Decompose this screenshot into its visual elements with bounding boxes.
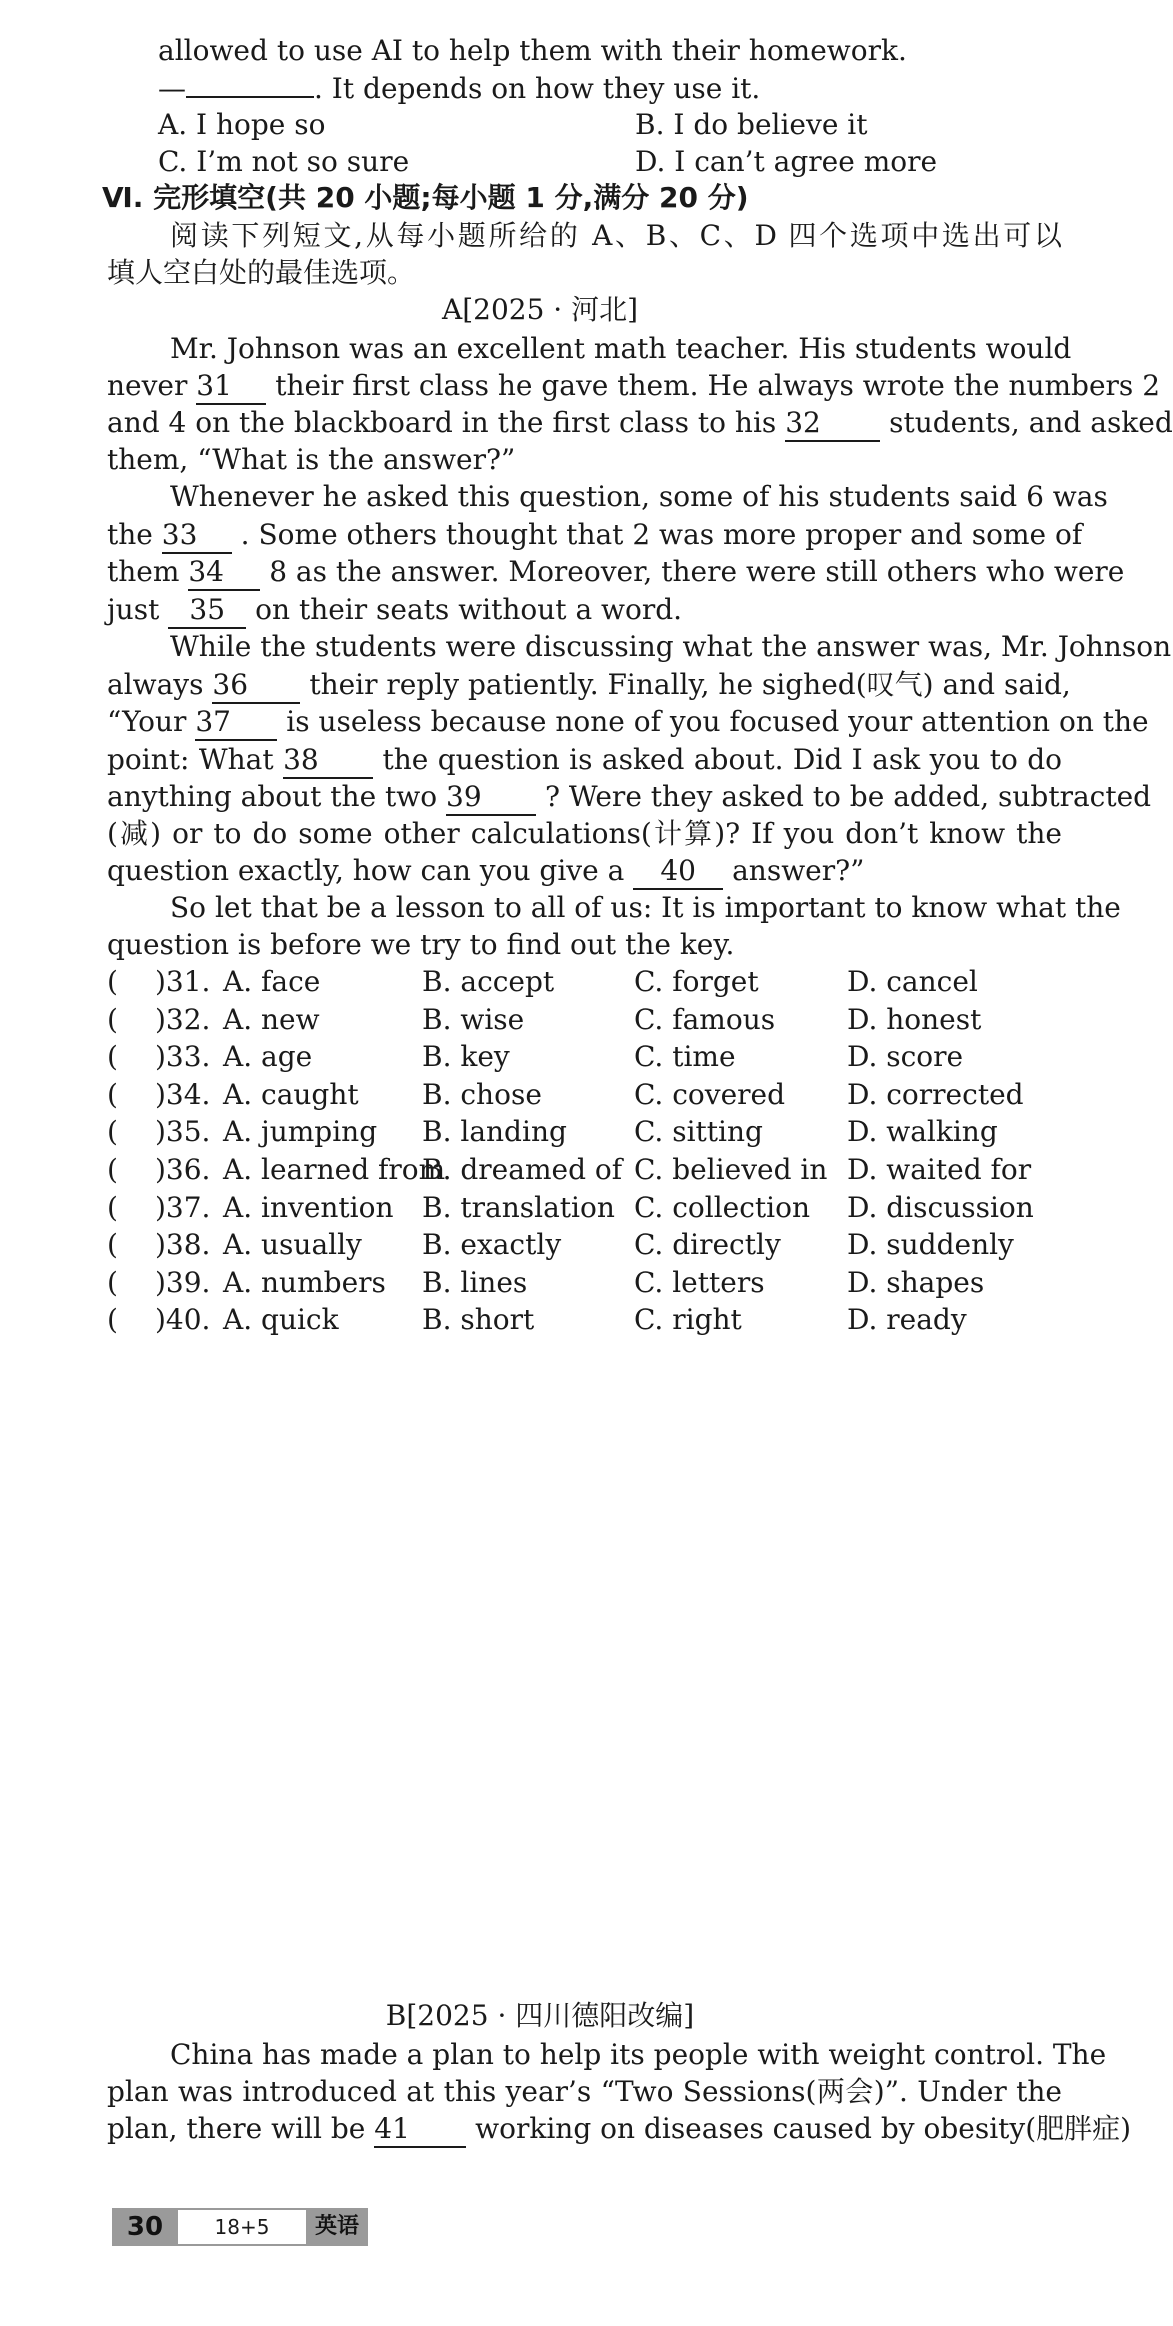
option-b: B. translation xyxy=(422,1190,615,1224)
blank-37: 37 xyxy=(195,705,277,741)
question-number: )40. xyxy=(155,1303,211,1337)
question-row xyxy=(107,1188,1067,1228)
passage-a-line: While the students were discussing what the answer was, Mr. Johnson xyxy=(170,630,1172,663)
option-b: B. accept xyxy=(422,965,555,998)
text-segment: anything about the two xyxy=(107,780,438,813)
passage-a-line xyxy=(107,665,1071,705)
option-a: A. caught xyxy=(223,1077,359,1111)
text-segment: answer?” xyxy=(732,854,865,887)
option-c: C. letters xyxy=(634,1265,765,1299)
blank-31: 31 xyxy=(196,369,266,405)
option-c: C. covered xyxy=(634,1077,786,1111)
question-number: )31. xyxy=(155,965,211,998)
prev-question-line2 xyxy=(158,68,1058,109)
option-c: C. right xyxy=(634,1303,742,1337)
option-d: D. shapes xyxy=(847,1265,985,1299)
option-c: C. directly xyxy=(634,1228,781,1262)
series-label: 18+5 xyxy=(178,2208,306,2246)
question-row xyxy=(107,1263,1067,1303)
question-row xyxy=(107,962,1067,1002)
passage-a-line: Whenever he asked this question, some of his students said 6 was xyxy=(170,480,1108,513)
option-d: D. discussion xyxy=(847,1190,1034,1224)
option-a: A. quick xyxy=(223,1303,339,1337)
passage-a-line xyxy=(107,590,1062,630)
option-a: A. jumping xyxy=(223,1115,378,1149)
answer-bracket: ( xyxy=(107,1228,118,1262)
section-instruction-line2: 填人空白处的最佳选项。 xyxy=(107,256,416,289)
answer-blank xyxy=(186,68,314,98)
option-c: C. collection xyxy=(634,1190,811,1224)
text-segment: the question is asked about. Did I ask you to do xyxy=(382,743,1062,776)
passage-a-line: question is before we try to find out the key. xyxy=(107,928,735,961)
option-a: A. usually xyxy=(223,1228,362,1262)
question-row xyxy=(107,1112,1067,1152)
text-segment: the xyxy=(107,518,153,551)
text-segment: point: What xyxy=(107,743,274,776)
question-number: )34. xyxy=(155,1077,211,1111)
answer-bracket: ( xyxy=(107,1190,118,1224)
passage-a-line xyxy=(107,515,1083,555)
answer-bracket: ( xyxy=(107,1265,118,1299)
passage-a-line xyxy=(107,777,1152,817)
option-b: B. lines xyxy=(422,1265,528,1299)
passage-a-line xyxy=(107,552,1125,592)
blank-38: 38 xyxy=(283,743,373,779)
section-instruction-line1: 阅读下列短文,从每小题所给的 A、B、C、D 四个选项中选出可以 xyxy=(170,219,1062,252)
text-segment: never xyxy=(107,369,188,402)
option-d: D. walking xyxy=(847,1115,998,1149)
passage-a-line: them, “What is the answer?” xyxy=(107,443,516,476)
option-d: D. suddenly xyxy=(847,1228,1014,1262)
option-a: A. learned from xyxy=(223,1153,446,1186)
option-c: C. forget xyxy=(634,965,759,998)
text-segment: on their seats without a word. xyxy=(255,593,683,626)
option-b: B. landing xyxy=(422,1115,567,1149)
question-number: )38. xyxy=(155,1228,211,1262)
question-row xyxy=(107,1300,1067,1340)
option-c: C. sitting xyxy=(634,1115,763,1149)
prev-option-c: C. I’m not so sure xyxy=(158,145,410,178)
option-d: D. ready xyxy=(847,1303,967,1337)
option-b: B. short xyxy=(422,1303,535,1337)
text-segment: just xyxy=(107,593,160,626)
option-a: A. age xyxy=(223,1040,313,1074)
question-row xyxy=(107,1225,1067,1265)
option-c: C. time xyxy=(634,1040,736,1074)
prev-question-line1: allowed to use AI to help them with their homework. xyxy=(158,34,907,67)
dash: — xyxy=(158,72,186,105)
option-b: B. wise xyxy=(422,1002,525,1036)
text-segment: their reply patiently. Finally, he sighed(叹气) and said, xyxy=(309,668,1071,701)
prev-option-b: B. I do believe it xyxy=(635,108,868,141)
option-b: B. exactly xyxy=(422,1228,562,1262)
blank-35: 35 xyxy=(168,593,246,629)
option-d: D. score xyxy=(847,1040,964,1074)
text-segment: always xyxy=(107,668,204,701)
blank-36: 36 xyxy=(212,668,300,704)
question-row xyxy=(107,1000,1067,1040)
question-number: )36. xyxy=(155,1153,211,1186)
text-segment: . Some others thought that 2 was more proper and some of xyxy=(240,518,1083,551)
text-segment: their first class he gave them. He always wrote the numbers 2 xyxy=(275,369,1161,402)
text-segment: them xyxy=(107,555,180,588)
question-row xyxy=(107,1037,1067,1077)
option-b: B. dreamed of xyxy=(422,1153,623,1186)
passage-b-line: China has made a plan to help its people with weight control. The xyxy=(170,2038,1107,2071)
option-d: D. corrected xyxy=(847,1077,1024,1111)
prev-question-line2-text: . It depends on how they use it. xyxy=(314,72,761,105)
passage-a-title: A[2025 · 河北] xyxy=(441,293,639,326)
answer-bracket: ( xyxy=(107,1303,118,1337)
option-a: A. face xyxy=(223,965,321,998)
answer-bracket: ( xyxy=(107,1077,118,1111)
question-row xyxy=(107,1075,1067,1115)
passage-b-title: B[2025 · 四川德阳改编] xyxy=(385,1999,695,2032)
text-segment: 8 as the answer. Moreover, there were still others who were xyxy=(269,555,1125,588)
text-segment: ? Were they asked to be added, subtracted xyxy=(544,780,1152,813)
answer-bracket: ( xyxy=(107,1002,118,1036)
blank-34: 34 xyxy=(188,555,260,591)
question-number: )37. xyxy=(155,1190,211,1224)
question-number: )32. xyxy=(155,1002,211,1036)
text-segment: plan, there will be xyxy=(107,2112,366,2145)
passage-a-line: Mr. Johnson was an excellent math teacher. His students would xyxy=(170,332,1072,365)
option-b: B. chose xyxy=(422,1077,542,1111)
page-number: 30 xyxy=(112,2208,178,2246)
answer-bracket: ( xyxy=(107,1115,118,1149)
answer-bracket: ( xyxy=(107,1040,118,1074)
passage-a-line xyxy=(107,851,1062,891)
passage-a-line xyxy=(107,740,1062,780)
text-segment: “Your xyxy=(107,705,187,738)
passage-a-line xyxy=(107,702,1149,742)
passage-b-line: plan was introduced at this year’s “Two Sessions(两会)”. Under the xyxy=(107,2075,1062,2108)
question-row xyxy=(107,1150,1067,1190)
passage-b-line xyxy=(107,2109,1132,2149)
passage-a-line: So let that be a lesson to all of us: It is important to know what the xyxy=(170,891,1121,924)
page-footer xyxy=(112,2208,368,2246)
option-c: C. believed in xyxy=(634,1153,828,1186)
answer-bracket: ( xyxy=(107,965,118,998)
option-a: A. numbers xyxy=(223,1265,386,1299)
option-b: B. key xyxy=(422,1040,510,1074)
blank-40: 40 xyxy=(633,854,723,890)
option-d: D. waited for xyxy=(847,1153,1032,1186)
blank-41: 41 xyxy=(374,2112,466,2148)
blank-33: 33 xyxy=(162,518,232,554)
subject-label: 英语 xyxy=(306,2208,368,2246)
text-segment: is useless because none of you focused your attention on the xyxy=(286,705,1149,738)
text-segment: working on diseases caused by obesity(肥胖症) xyxy=(475,2112,1132,2145)
question-number: )35. xyxy=(155,1115,211,1149)
text-segment: and 4 on the blackboard in the first class to his xyxy=(107,406,777,439)
prev-option-a: A. I hope so xyxy=(158,108,326,141)
passage-a-line xyxy=(107,366,1161,406)
text-segment: question exactly, how can you give a xyxy=(107,854,625,887)
prev-option-d: D. I can’t agree more xyxy=(635,145,938,178)
option-d: D. cancel xyxy=(847,965,978,998)
option-d: D. honest xyxy=(847,1002,982,1036)
answer-bracket: ( xyxy=(107,1153,118,1186)
text-segment: students, and asked xyxy=(889,406,1173,439)
passage-a-line: (减) or to do some other calculations(计算)? If you don’t know the xyxy=(107,817,1062,850)
question-number: )39. xyxy=(155,1265,211,1299)
option-a: A. new xyxy=(223,1002,320,1036)
passage-a-line xyxy=(107,403,1173,443)
blank-39: 39 xyxy=(446,780,536,816)
blank-32: 32 xyxy=(785,406,880,442)
option-c: C. famous xyxy=(634,1002,776,1036)
option-a: A. invention xyxy=(223,1190,394,1224)
question-number: )33. xyxy=(155,1040,211,1074)
section-heading: Ⅵ. 完形填空(共 20 小题;每小题 1 分,满分 20 分) xyxy=(102,181,749,214)
